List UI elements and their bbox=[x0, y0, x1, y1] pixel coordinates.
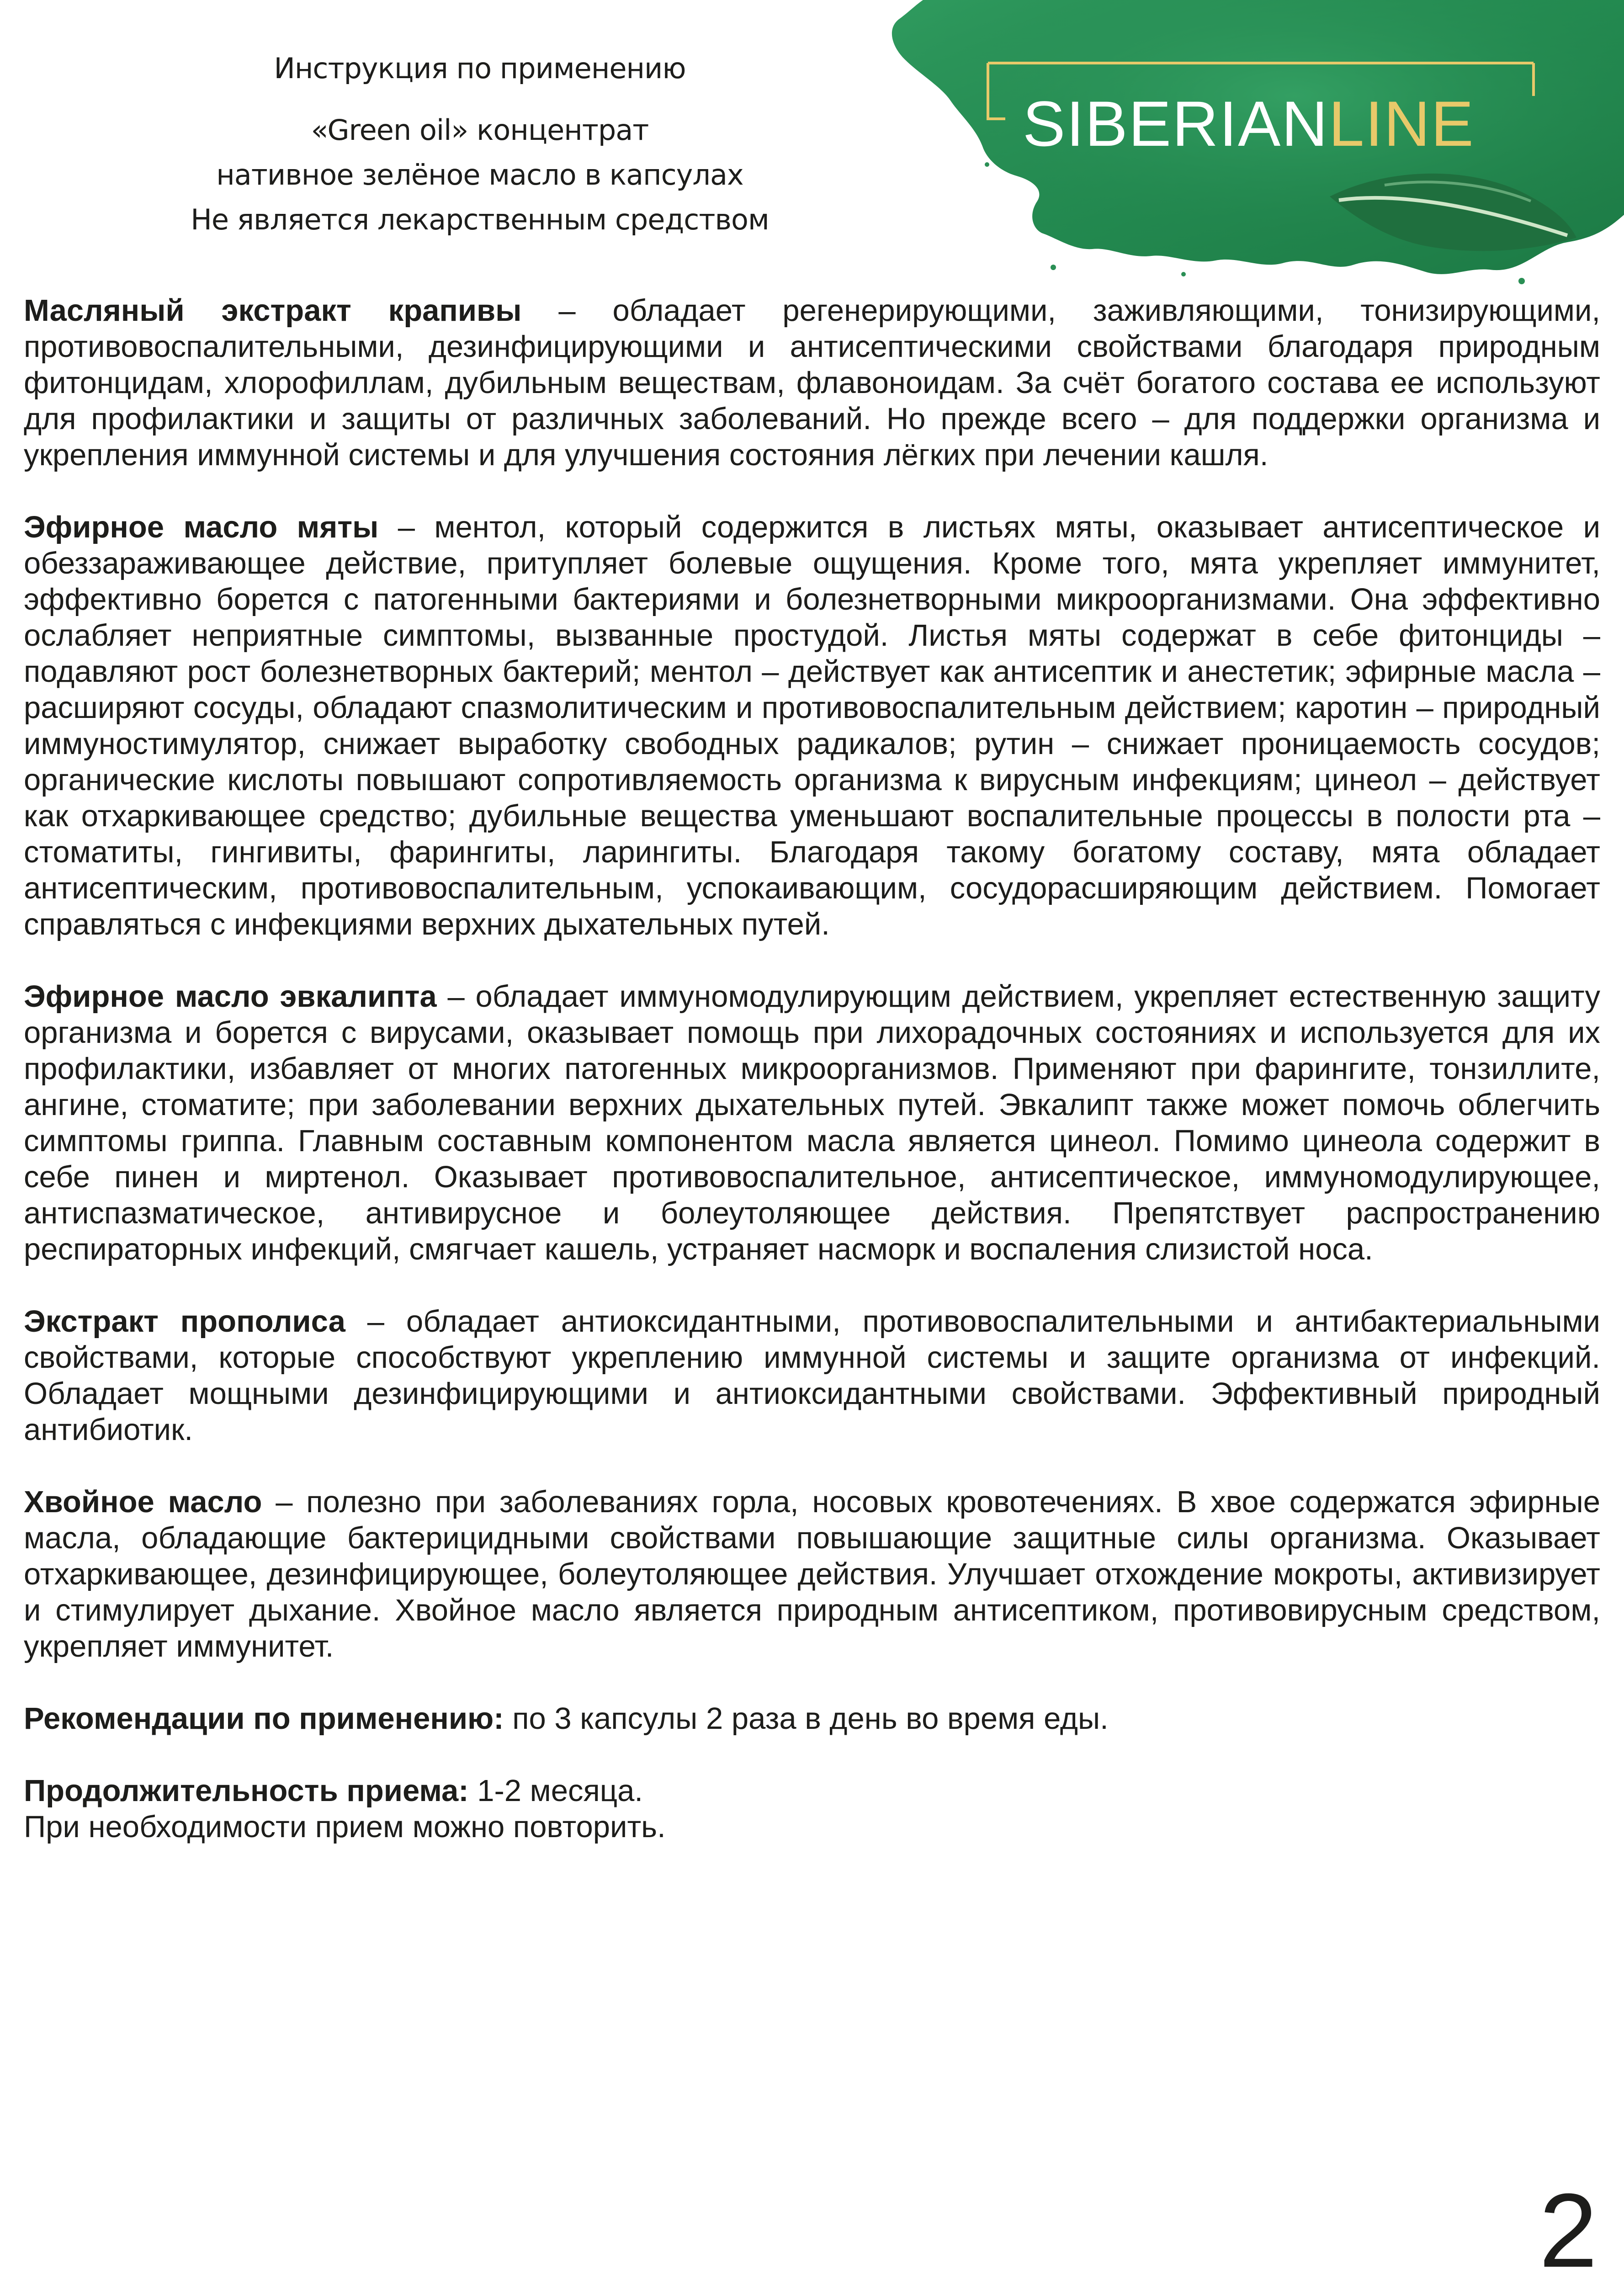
duration-text: 1-2 месяца. bbox=[468, 1774, 643, 1808]
recommendations bbox=[24, 1700, 1600, 1737]
section-text: – обладает антиоксидантными, противовоспалительными и антибактериальными свойствами, которые способствуют укреплению иммунной системы и защите организма от инфекций. Обладает мощными дезинфицирующими и антиоксидантными свойствами. Эффективный природный антибиотик. bbox=[24, 1304, 1600, 1447]
duration-label: Продолжительность приема: bbox=[24, 1774, 469, 1808]
recommendations-text: по 3 капсулы 2 раза в день во время еды. bbox=[504, 1701, 1109, 1736]
section-heading: Хвойное масло bbox=[24, 1485, 262, 1519]
section-mint bbox=[24, 509, 1600, 942]
brand-logo: SIBERIANLINE bbox=[1023, 88, 1475, 159]
repeat-note: При необходимости прием можно повторить. bbox=[24, 1810, 666, 1844]
document-header bbox=[174, 46, 786, 242]
instruction-title: Инструкция по применению bbox=[274, 52, 686, 85]
section-heading: Масляный экстракт крапивы bbox=[24, 293, 522, 328]
section-text: – ментол, который содержится в листьях мяты, оказывает антисептическое и обеззараживающее действие, притупляет болевые ощущения. Кроме того, мята укрепляет иммунитет, эффективно борется с патогенными бактериями и болезнетворными микроорганизмами. Она эффективно ослабляет неприятные симптомы, вызванные простудой. Листья мяты содержат в себе фитонциды – подавляют рост болезнетворных бактерий; ментол – действует как антисептик и анестетик; эфирные масла – расширяют сосуды, обладают спазмолитическим и противовоспалительным действием; каротин – природный иммуностимулятор, снижает выработку свободных радикалов; рутин – снижает проницаемость сосудов; органические кислоты повышают сопротивляемость организма к вирусным инфекциям; цинеол – действует как отхаркивающее средство; дубильные вещества уменьшают воспалительные процессы в полости рта – стоматиты, гингивиты, фарингиты, ларингиты. Благодаря такому богатому составу, мята обладает антисептическим, противовоспалительным, успокаивающим, сосудорасширяющим действием. Помогает справляться с инфекциями верхних дыхательных путей. bbox=[24, 510, 1600, 941]
section-text: – обладает регенерирующими, заживляющими, тонизирующими, противовоспалительными, дезинфицирующими и антисептическими свойствами благодаря природным фитонцидам, хлорофиллам, дубильным веществам, флавоноидам. За счёт богатого состава ее используют для профилактики и защиты от различных заболеваний. Но прежде всего – для поддержки организма и укрепления иммунной системы и для улучшения состояния лёгких при лечении кашля. bbox=[24, 293, 1600, 472]
section-heading: Эфирное масло мяты bbox=[24, 510, 379, 544]
section-text: – обладает иммуномодулирующим действием, укрепляет естественную защиту организма и борется с вирусами, оказывает помощь при лихорадочных состояниях и используется для их профилактики, избавляет от многих патогенных микроорганизмов. Применяют при фарингите, тонзиллите, ангине, стоматите; при заболевании верхних дыхательных путей. Эвкалипт также может помочь облегчить симптомы гриппа. Главным составным компонентом масла является цинеол. Помимо цинеола содержит в себе пинен и миртенол. Оказывает противовоспалительное, антисептическое, иммуномодулирующее, антиспазматическое, антивирусное и болеутоляющее действия. Препятствует распространению респираторных инфекций, смягчает кашель, устраняет насморк и воспаления слизистой носа. bbox=[24, 979, 1600, 1266]
product-name: «Green oil» концентрат bbox=[311, 113, 649, 147]
section-conifer bbox=[24, 1484, 1600, 1664]
product-description: нативное зелёное масло в капсулах bbox=[216, 158, 743, 191]
recommendations-label: Рекомендации по применению: bbox=[24, 1701, 504, 1736]
page-number: 2 bbox=[1539, 2172, 1597, 2285]
section-heading: Экстракт прополиса bbox=[24, 1304, 345, 1339]
disclaimer: Не является лекарственным средством bbox=[191, 203, 769, 236]
section-eucalyptus bbox=[24, 978, 1600, 1267]
duration bbox=[24, 1773, 1600, 1809]
brand-banner bbox=[836, 0, 1624, 292]
section-heading: Эфирное масло эвкалипта bbox=[24, 979, 437, 1014]
section-nettle bbox=[24, 292, 1600, 473]
document-body bbox=[24, 292, 1600, 1845]
section-propolis bbox=[24, 1303, 1600, 1448]
section-text: – полезно при заболеваниях горла, носовых кровотечениях. В хвое содержатся эфирные масла, обладающие бактерицидными свойствами повышающие защитные силы организма. Оказывает отхаркивающее, дезинфицирующее, болеутоляющее действия. Улучшает отхождение мокроты, активизирует и стимулирует дыхание. Хвойное масло является природным антисептиком, противовирусным средством, укрепляет иммунитет. bbox=[24, 1485, 1600, 1663]
